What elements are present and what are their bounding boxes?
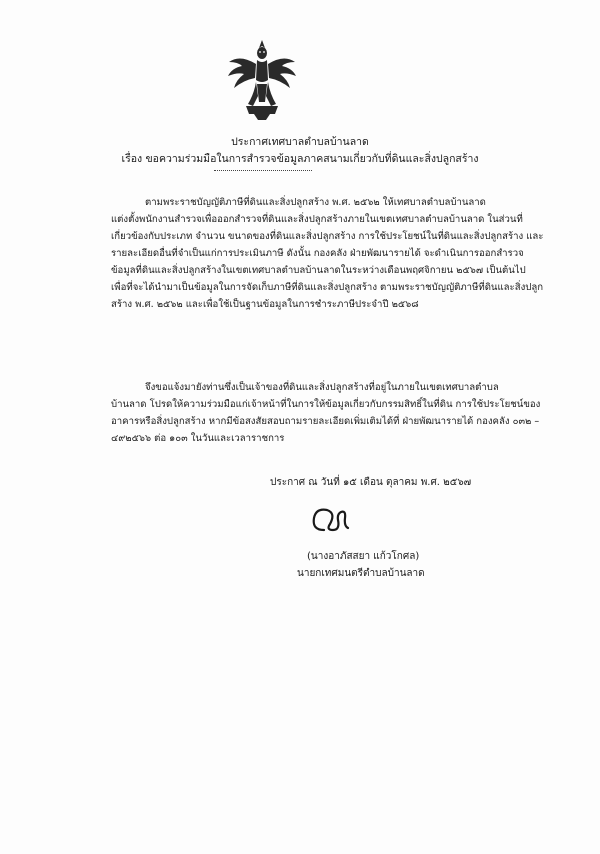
announcement-title: ประกาศเทศบาลตำบลบ้านลาด <box>231 136 369 148</box>
paragraph-line: ข้อมูลที่ดินและสิ่งปลูกสร้างในเขตเทศบาลตำบลบ้านลาดในระหว่างเดือนพฤศจิกายน ๒๕๖๗ เป็นต้นไป <box>111 265 526 276</box>
dotted-divider <box>214 170 312 171</box>
handwritten-signature <box>300 500 360 536</box>
paragraph-line: สร้าง พ.ศ. ๒๕๖๒ และเพื่อใช้เป็นฐานข้อมูลในการชำระภาษีประจำปี ๒๕๖๘ <box>111 299 419 310</box>
paragraph-line: เกี่ยวข้องกับประเภท จำนวน ขนาดของที่ดินและสิ่งปลูกสร้าง การใช้ประโยชน์ในที่ดินและสิ่งปลูกสร้าง และ <box>111 231 543 242</box>
paragraph-line: เพื่อที่จะได้นำมาเป็นข้อมูลในการจัดเก็บภาษีที่ดินและสิ่งปลูกสร้าง ตามพระราชบัญญัติภาษีที่ดินและสิ่งปลูก <box>111 282 543 293</box>
paragraph-2 <box>111 379 543 447</box>
paragraph-1 <box>111 194 543 313</box>
paragraph-line: อาคารหรือสิ่งปลูกสร้าง หากมีข้อสงสัยสอบถามรายละเอียดเพิ่มเติมได้ที่ ฝ่ายพัฒนารายได้ กองคลัง ๐๓๒ – <box>111 416 540 427</box>
paragraph-line: จึงขอแจ้งมายังท่านซึ่งเป็นเจ้าของที่ดินและสิ่งปลูกสร้างที่อยู่ในภายในเขตเทศบาลตำบล <box>145 382 499 393</box>
announcement-date: ประกาศ ณ วันที่ ๑๕ เดือน ตุลาคม พ.ศ. ๒๕๖๗ <box>270 477 472 488</box>
paragraph-line: ๔๙๒๕๖๖ ต่อ ๑๐๓ ในวันและเวลาราชการ <box>111 433 285 444</box>
signer-name: (นางอาภัสสยา แก้วโกศล) <box>307 551 420 562</box>
paragraph-line: แต่งตั้งพนักงานสำรวจเพื่อออกสำรวจที่ดินและสิ่งปลูกสร้างภายในเขตเทศบาลตำบลบ้านลาด ในส่วนที่ <box>111 214 523 225</box>
paragraph-line: ตามพระราชบัญญัติภาษีที่ดินและสิ่งปลูกสร้าง พ.ศ. ๒๕๖๒ ให้เทศบาลตำบลบ้านลาด <box>145 197 486 208</box>
paragraph-line: รายละเอียดอื่นที่จำเป็นแก่การประเมินภาษี ดังนั้น กองคลัง ฝ่ายพัฒนารายได้ จะดำเนินการออกสำรวจ <box>111 248 524 259</box>
paragraph-line: บ้านลาด โปรดให้ความร่วมมือแก่เจ้าหน้าที่ในการให้ข้อมูลเกี่ยวกับกรรมสิทธิ์ในที่ดิน การใช้ประโยชน์ของ <box>111 399 541 410</box>
signer-position: นายกเทศมนตรีตำบลบ้านลาด <box>297 568 425 579</box>
subject-line: เรื่อง ขอความร่วมมือในการสำรวจข้อมูลภาคสนามเกี่ยวกับที่ดินและสิ่งปลูกสร้าง <box>121 153 479 165</box>
garuda-emblem <box>226 36 298 122</box>
